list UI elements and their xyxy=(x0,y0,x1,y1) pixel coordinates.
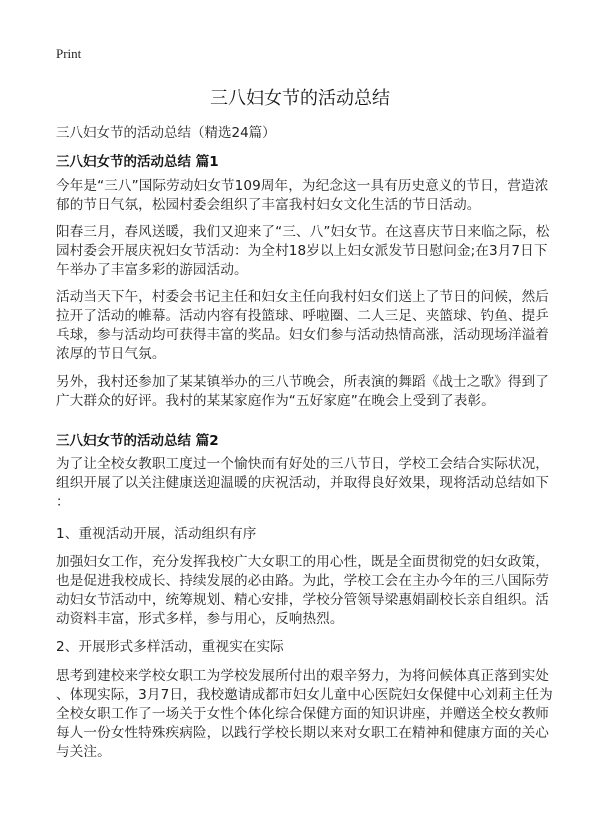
print-link[interactable]: Print xyxy=(56,46,82,61)
paragraph xyxy=(56,553,556,629)
text-line: 动资料丰富，形式多样，参与用心，反响热烈。 xyxy=(56,611,344,627)
text-line: 全校女职工作了一场关于女性个体化综合保健方面的知识讲座，并赠送全校女教师 xyxy=(56,706,549,722)
text-line: 加强妇女工作，充分发挥我校广大女职工的用心性，既是全面贯彻党的妇女政策， xyxy=(56,554,549,570)
text-line: 每人一份女性特殊疾病险，以践行学校长期以来对女职工在精神和健康方面的关心 xyxy=(56,725,549,741)
text-line: 为了让全校女教职工度过一个愉快而有好处的三八节日，学校工会结合实际状况， xyxy=(56,456,549,472)
document-subtitle: 三八妇女节的活动总结（精选24篇） xyxy=(56,125,276,141)
section-heading-2: 三八妇女节的活动总结 篇2 xyxy=(56,433,219,449)
text-line: 阳春三月，春风送暖，我们又迎来了“三、八”妇女节。在这喜庆节日来临之际，松 xyxy=(56,224,550,240)
section-heading-1: 三八妇女节的活动总结 篇1 xyxy=(56,154,219,170)
text-line: 郁的节日气氛，松园村委会组织了丰富我村妇女文化生活的节日活动。 xyxy=(56,197,481,213)
text-line: 乓球，参与活动均可获得丰富的奖品。妇女们参与活动热情高涨，活动现场洋溢着 xyxy=(56,327,549,343)
paragraph xyxy=(56,223,556,280)
text-line: 2、开展形式多样活动，重视实在实际 xyxy=(56,639,284,655)
text-line: 浓厚的节日气氛。 xyxy=(56,346,166,362)
text-line: 组织开展了以关注健康送迎温暖的庆祝活动，并取得良好效果，现将活动总结如下 xyxy=(56,475,549,491)
list-heading xyxy=(56,638,556,657)
text-line: 、体现实际，3月7日，我校邀请成都市妇女儿童中心医院妇女保健中心刘莉主任为 xyxy=(56,687,553,703)
text-line: 活动当天下午，村委会书记主任和妇女主任向我村妇女们送上了节日的问候，然后 xyxy=(56,289,549,305)
text-line: 思考到建校来学校女职工为学校发展所付出的艰辛努力，为将问候体真正落到实处 xyxy=(56,668,549,684)
text-line: 今年是“三八”国际劳动妇女节109周年，为纪念这一具有历史意义的节日，营造浓 xyxy=(56,178,549,194)
paragraph xyxy=(56,373,556,411)
text-line: 也是促进我校成长、持续发展的必由路。为此，学校工会在主办今年的三八国际劳 xyxy=(56,573,549,589)
text-line: ： xyxy=(56,494,70,510)
list-heading xyxy=(56,525,556,544)
paragraph xyxy=(56,177,556,215)
text-line: 另外，我村还参加了某某镇举办的三八节晚会，所表演的舞蹈《战士之歌》得到了 xyxy=(56,374,549,390)
paragraph xyxy=(56,288,556,364)
text-line: 1、重视活动开展，活动组织有序 xyxy=(56,526,257,542)
text-line: 动妇女节活动中，统筹规划、精心安排，学校分管领导梁惠娟副校长亲自组织。活 xyxy=(56,592,549,608)
text-line: 园村委会开展庆祝妇女节活动：为全村18岁以上妇女派发节日慰问金;在3月7日下 xyxy=(56,243,548,259)
text-line: 广大群众的好评。我村的某某家庭作为“五好家庭”在晚会上受到了表彰。 xyxy=(56,393,495,409)
text-line: 与关注。 xyxy=(56,744,111,760)
paragraph xyxy=(56,455,556,512)
page-title: 三八妇女节的活动总结 xyxy=(210,88,390,109)
text-line: 拉开了活动的帷幕。活动内容有投篮球、呼啦圈、二人三足、夹篮球、钓鱼、提乒 xyxy=(56,308,549,324)
text-line: 午举办了丰富多彩的游园活动。 xyxy=(56,262,248,278)
paragraph xyxy=(56,667,556,762)
